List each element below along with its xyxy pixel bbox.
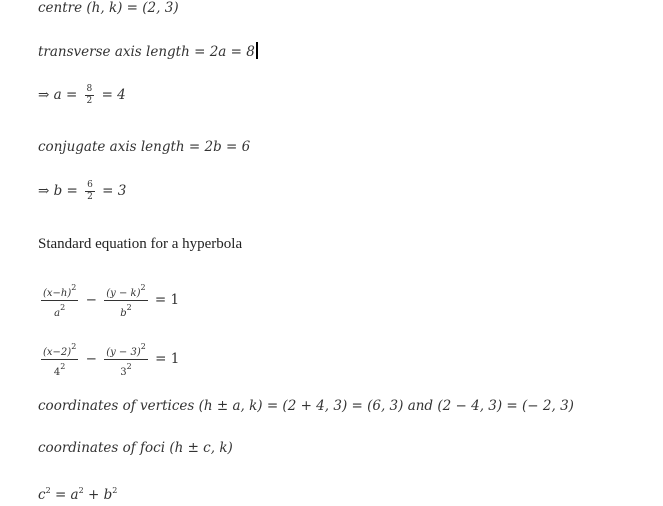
vertices-line [38, 398, 574, 414]
equals-one: = 1 [155, 351, 180, 367]
denominator [104, 301, 147, 320]
c-squared-line [38, 486, 117, 503]
exponent: 2 [71, 283, 77, 292]
standard-equation-heading [38, 236, 242, 253]
foci-line [38, 440, 233, 456]
conjugate-equation: = 2b = 6 [184, 139, 251, 155]
denominator [41, 301, 78, 320]
numerator [41, 281, 78, 301]
standard-equation [38, 281, 179, 320]
foci-text: coordinates of foci (h ± c, k) [38, 440, 233, 456]
den-text: a [54, 308, 61, 319]
den-text: 4 [53, 367, 61, 378]
a-result: = 4 [97, 87, 126, 103]
numerator [41, 340, 78, 360]
numerator: 6 [87, 180, 93, 190]
centre-line [38, 0, 179, 16]
b-result: = 3 [97, 183, 127, 199]
denominator [104, 360, 148, 379]
num-text: (y − 3) [106, 347, 141, 358]
fraction-y-minus-3 [104, 340, 148, 379]
den-text: b [120, 308, 127, 319]
exponent: 2 [140, 342, 146, 351]
exponent: 2 [112, 486, 118, 495]
conjugate-line [38, 139, 250, 155]
exponent: 2 [126, 303, 132, 312]
equals-a: = a [50, 487, 79, 503]
centre-text: centre (h, k) = (2, 3) [38, 0, 179, 16]
numerator [104, 281, 147, 301]
exponent: 2 [140, 283, 146, 292]
exponent: 2 [71, 342, 77, 351]
exponent: 2 [126, 362, 132, 371]
text-cursor [256, 42, 258, 59]
transverse-line[interactable] [38, 42, 258, 60]
transverse-equation: = 2a = 8 [189, 44, 255, 60]
b-solve-line [38, 180, 126, 203]
fraction-x-minus-h [41, 281, 78, 320]
num-text: (x−h) [43, 288, 72, 299]
exponent: 2 [60, 362, 66, 371]
exponent: 2 [60, 303, 66, 312]
b-prefix: ⇒ b = [38, 183, 83, 199]
equals-one: = 1 [154, 292, 180, 308]
vertices-text: coordinates of vertices (h ± a, k) = (2 + 4, 3) = (6, 3) and (2 − 4, 3) = (− 2, 3) [38, 398, 574, 414]
exponent: 2 [45, 486, 51, 495]
denominator: 2 [86, 96, 93, 106]
fraction-x-minus-2 [41, 340, 78, 379]
denominator [41, 360, 78, 379]
numerator [104, 340, 148, 360]
a-prefix: ⇒ a = [38, 87, 82, 103]
minus-sign: − [85, 351, 97, 367]
conjugate-label: conjugate axis length [38, 139, 185, 155]
c-var: c [38, 487, 46, 503]
num-text: (x−2) [43, 347, 72, 358]
den-text: 3 [120, 367, 127, 378]
minus-sign: − [85, 292, 97, 308]
numerator: 8 [86, 84, 93, 94]
substituted-equation [38, 340, 179, 379]
exponent: 2 [78, 486, 84, 495]
num-text: (y − k) [106, 288, 141, 299]
a-solve-line [38, 84, 126, 107]
fraction-y-minus-k [104, 281, 147, 320]
transverse-label: transverse axis length [38, 44, 190, 60]
fraction-6-over-2 [85, 180, 95, 203]
denominator: 2 [87, 192, 93, 202]
heading-text: Standard equation for a hyperbola [38, 236, 243, 252]
fraction-8-over-2 [85, 84, 95, 107]
plus-b: + b [83, 487, 113, 503]
